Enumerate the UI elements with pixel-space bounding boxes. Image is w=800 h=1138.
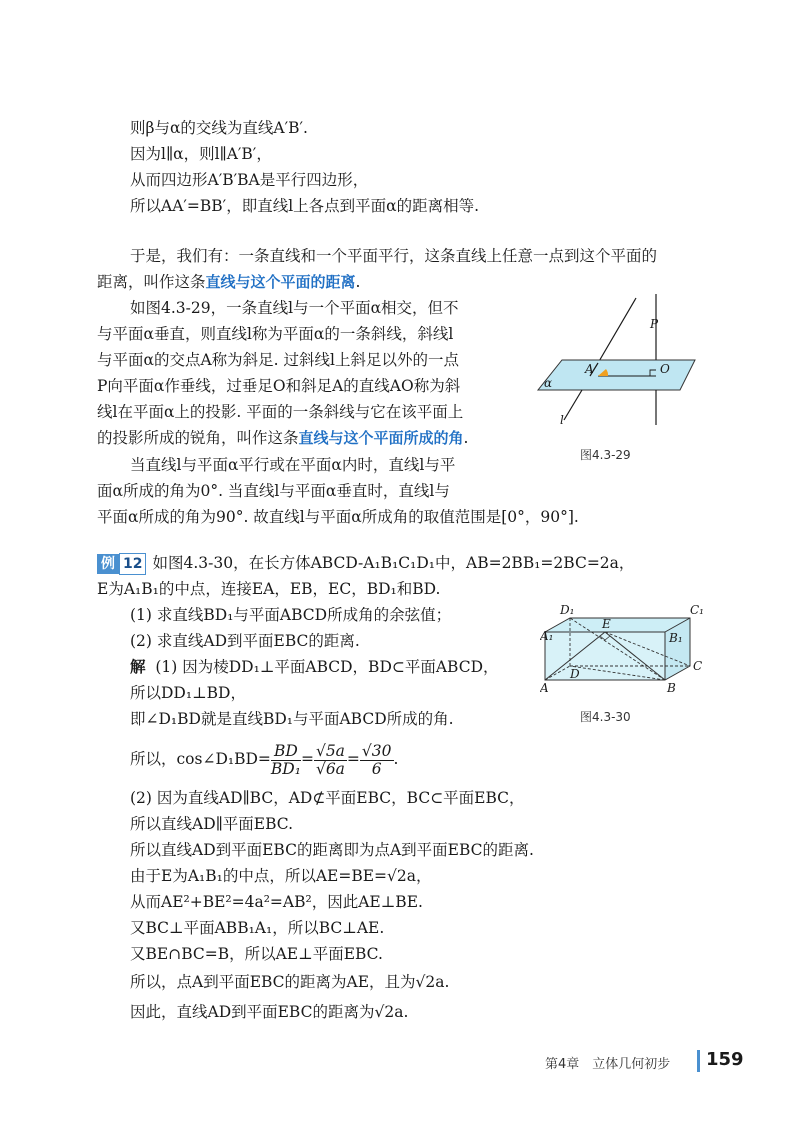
def-angle-line-1: 如图4.3-29，一条直线l与一个平面α相交，但不 — [130, 299, 459, 317]
example-line-2: E为A₁B₁的中点，连接EA，EB，EC，BD₁和BD. — [97, 580, 441, 598]
cos-prefix: 所以，cos∠D₁BD= — [130, 750, 271, 768]
def-angle-line-3: 与平面α的交点A称为斜足. 过斜线l上斜足以外的一点 — [97, 351, 459, 369]
solution-2-line-7: 又BE∩BC=B，所以AE⊥平面EBC. — [130, 945, 383, 963]
fraction-2-den: √6a — [315, 759, 345, 778]
term-line-plane-distance: 直线与这个平面的距离 — [205, 273, 356, 291]
def-distance-prefix: 距离，叫作这条 — [97, 273, 206, 291]
proof-line-1: 则β与α的交线为直线A′B′. — [130, 119, 308, 137]
def-distance-line-2 — [97, 272, 360, 292]
label-D1: D₁ — [560, 603, 575, 617]
solution-2-line-3: 所以直线AD到平面EBC的距离即为点A到平面EBC的距离. — [130, 841, 534, 859]
def-angle-line-5: 线l在平面α上的投影. 平面的一条斜线与它在该平面上 — [97, 403, 464, 421]
label-A1: A₁ — [540, 629, 554, 643]
equals-2: = — [346, 750, 360, 768]
solution-2-line-8: 所以，点A到平面EBC的距离为AE，且为√2a. — [130, 973, 450, 991]
label-P: P — [650, 317, 659, 331]
line-l-upper — [598, 298, 636, 363]
figure-4-3-29 — [530, 290, 710, 440]
def-angle-line-6 — [97, 428, 468, 448]
def-distance-suffix: . — [355, 273, 361, 291]
fraction-3-num: √30 — [361, 741, 392, 760]
solution-2-line-4: 由于E为A₁B₁的中点，所以AE=BE=√2a， — [130, 867, 432, 885]
cos-end: . — [393, 750, 399, 768]
fraction-3-den: 6 — [371, 759, 382, 778]
cos-formula — [130, 740, 398, 778]
box-front-face — [545, 632, 665, 680]
solution-2-line-1: (2) 因为直线AD∥BC，AD⊄平面EBC，BC⊂平面EBC， — [130, 789, 525, 807]
def-angle-prefix: 的投影所成的锐角，叫作这条 — [97, 429, 299, 447]
label-B: B — [667, 681, 676, 695]
fraction-3 — [360, 743, 394, 778]
footer-accent-bar — [697, 1050, 700, 1072]
label-C1: C₁ — [690, 603, 704, 617]
label-E: E — [602, 617, 611, 631]
solution-2-line-2: 所以直线AD∥平面EBC. — [130, 815, 294, 833]
figure-4-3-30 — [540, 600, 710, 700]
label-D: D — [570, 667, 580, 681]
equals-1: = — [300, 750, 314, 768]
angle-range-line-2: 面α所成的角为0°. 当直线l与平面α垂直时，直线l与 — [97, 482, 450, 500]
example-number: 12 — [119, 553, 146, 575]
def-angle-suffix: . — [463, 429, 469, 447]
fraction-1-den: BD₁ — [270, 759, 301, 778]
figure-4-3-30-caption: 图4.3-30 — [580, 710, 631, 724]
solution-2-line-9: 因此，直线AD到平面EBC的距离为√2a. — [130, 1003, 409, 1021]
example-question-1: (1) 求直线BD₁与平面ABCD所成角的余弦值； — [130, 606, 452, 624]
plane-alpha — [538, 360, 695, 390]
label-A: A — [540, 681, 549, 695]
term-line-plane-angle: 直线与这个平面所成的角 — [298, 429, 464, 447]
angle-range-line-3: 平面α所成的角为90°. 故直线l与平面α所成角的取值范围是[0°，90°]. — [97, 508, 579, 526]
example-question-2: (2) 求直线AD到平面EBC的距离. — [130, 632, 360, 650]
label-O: O — [660, 362, 670, 376]
fraction-1-num: BD — [271, 743, 301, 761]
fraction-2-num: √5a — [315, 741, 345, 760]
solution-2-line-5: 从而AE²+BE²=4a²=AB²，因此AE⊥BE. — [130, 893, 423, 911]
def-angle-line-2: 与平面α垂直，则直线l称为平面α的一条斜线，斜线l — [97, 325, 454, 343]
proof-line-3: 从而四边形A′B′BA是平行四边形， — [130, 171, 369, 189]
label-l: l — [560, 413, 564, 427]
angle-range-line-1: 当直线l与平面α平行或在平面α内时，直线l与平 — [130, 456, 456, 474]
solution-line-2: 所以DD₁⊥BD， — [130, 684, 246, 702]
example-badge: 例 — [97, 554, 119, 574]
solution-line-1 — [130, 657, 499, 677]
proof-line-4: 所以AA′=BB′，即直线l上各点到平面α的距离相等. — [130, 197, 480, 215]
chapter-footer: 第4章 立体几何初步 — [545, 1057, 671, 1072]
solution-2-line-6: 又BC⊥平面ABB₁A₁，所以BC⊥AE. — [130, 919, 385, 937]
example-header — [97, 553, 634, 575]
label-A: A — [585, 362, 594, 376]
fraction-2 — [314, 743, 347, 778]
example-line-1: 如图4.3-30，在长方体ABCD-A₁B₁C₁D₁中，AB=2BB₁=2BC=2a， — [152, 554, 635, 572]
figure-4-3-29-caption: 图4.3-29 — [580, 448, 631, 462]
solution-label: 解 — [130, 658, 146, 676]
def-angle-line-4: P向平面α作垂线，过垂足O和斜足A的直线AO称为斜 — [97, 377, 461, 395]
label-B1: B₁ — [669, 631, 683, 645]
solution-text-1: (1) 因为棱DD₁⊥平面ABCD，BD⊂平面ABCD， — [155, 658, 499, 676]
label-alpha: α — [544, 376, 553, 390]
fraction-1 — [271, 743, 301, 778]
proof-line-2: 因为l∥α，则l∥A′B′， — [130, 145, 272, 163]
line-l-lower — [564, 390, 582, 420]
solution-line-3: 即∠D₁BD就是直线BD₁与平面ABCD所成的角. — [130, 710, 454, 728]
def-distance-line-1: 于是，我们有：一条直线和一个平面平行，这条直线上任意一点到这个平面的 — [130, 247, 658, 265]
page-number: 159 — [706, 1049, 744, 1070]
label-C: C — [693, 659, 703, 673]
